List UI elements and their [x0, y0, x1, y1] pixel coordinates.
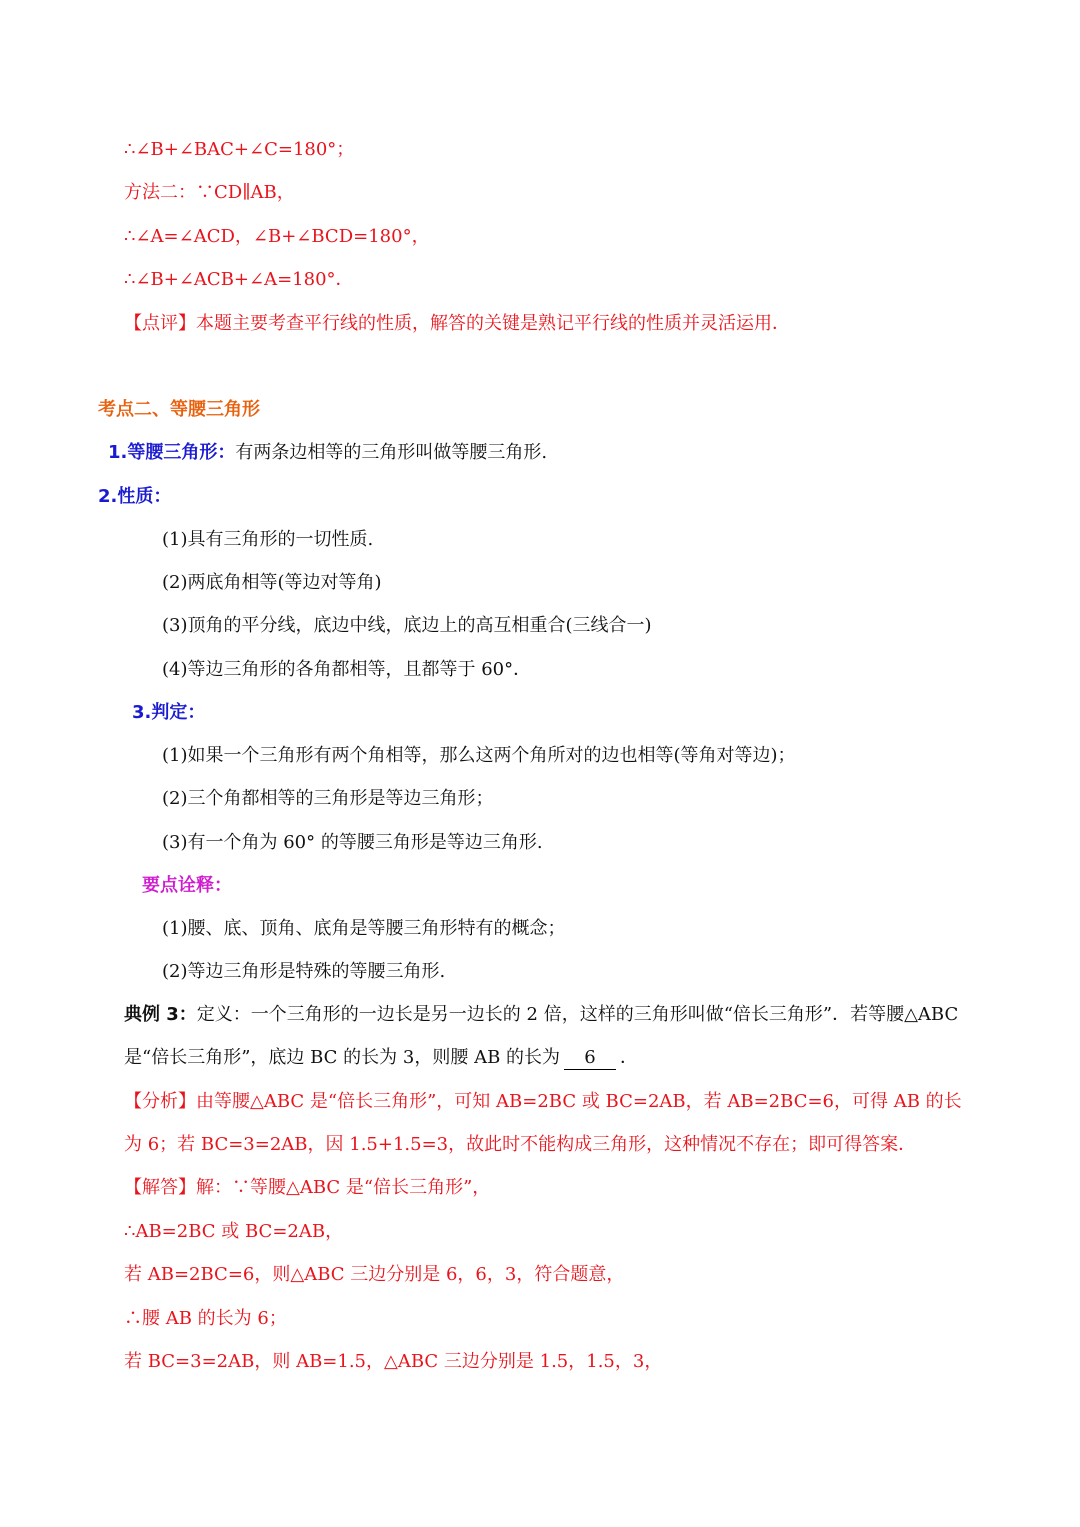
proof-line-1: ∴∠B+∠BAC+∠C=180°； — [124, 139, 355, 160]
judgement-item: (2)三个角都相等的三角形是等边三角形； — [162, 788, 494, 809]
comment-paragraph — [124, 311, 790, 337]
section-title: 考点二、等腰三角形 — [98, 399, 260, 420]
solution-line5: 若 BC=3=2AB，则 AB=1.5，△ABC 三边分别是 1.5，1.5，3， — [124, 1351, 663, 1372]
solution-tag: 【解答】 — [124, 1177, 196, 1198]
analysis-tag: 【分析】 — [124, 1091, 196, 1112]
solution-line3: 若 AB=2BC=6，则△ABC 三边分别是 6，6，3，符合题意， — [124, 1264, 625, 1285]
solution-line4: ∴腰 AB 的长为 6； — [124, 1308, 287, 1329]
example3-question-end: ． — [620, 1047, 639, 1068]
property-item: (2)两底角相等(等边对等角) — [162, 572, 382, 593]
definition-label: 1.等腰三角形： — [108, 442, 236, 463]
notes-label: 要点诠释： — [142, 875, 232, 896]
example3-label: 典例 3： — [124, 1004, 197, 1025]
example3-question-line1 — [124, 1002, 958, 1028]
judgement-item: (1)如果一个三角形有两个角相等，那么这两个角所对的边也相等(等角对等边)； — [162, 745, 796, 766]
judgement-item: (3)有一个角为 60° 的等腰三角形是等边三角形. — [162, 832, 543, 853]
solution-line1 — [124, 1175, 490, 1201]
judgement-label: 3.判定： — [132, 702, 206, 723]
analysis-text-1: 由等腰△ABC 是“倍长三角形”，可知 AB=2BC 或 BC=2AB，若 AB=2BC=6，可得 AB 的长 — [196, 1091, 962, 1112]
solution-text-1: 解：∵等腰△ABC 是“倍长三角形”， — [196, 1177, 491, 1198]
proof-line-3: ∴∠A=∠ACD，∠B+∠BCD=180°， — [124, 226, 430, 247]
comment-text: 本题主要考查平行线的性质，解答的关键是熟记平行线的性质并灵活运用． — [196, 313, 790, 334]
note-item: (2)等边三角形是特殊的等腰三角形. — [162, 961, 446, 982]
example3-question-text: 定义：一个三角形的一边长是另一边长的 2 倍，这样的三角形叫做“倍长三角形”．若等腰△ABC — [196, 1004, 959, 1025]
analysis-line2: 为 6；若 BC=3=2AB，因 1.5+1.5=3，故此时不能构成三角形，这种情况不存在；即可得答案． — [124, 1134, 917, 1155]
answer-blank: 6 — [564, 1047, 616, 1070]
example3-question-line2 — [124, 1045, 638, 1071]
property-item: (1)具有三角形的一切性质. — [162, 529, 374, 550]
property-item: (4)等边三角形的各角都相等，且都等于 60°． — [162, 659, 532, 680]
comment-tag: 【点评】 — [124, 313, 196, 334]
note-item: (1)腰、底、顶角、底角是等腰三角形特有的概念； — [162, 918, 566, 939]
property-item: (3)顶角的平分线，底边中线，底边上的高互相重合(三线合一) — [162, 615, 652, 636]
definition-text: 有两条边相等的三角形叫做等腰三角形. — [235, 442, 548, 463]
proof-line-4: ∴∠B+∠ACB+∠A=180°． — [124, 269, 354, 290]
example3-question-text-2: 是“倍长三角形”，底边 BC 的长为 3，则腰 AB 的长为 — [124, 1047, 561, 1068]
analysis-line1 — [124, 1089, 962, 1115]
properties-label: 2.性质： — [98, 486, 172, 507]
solution-line2: ∴AB=2BC 或 BC=2AB， — [124, 1221, 344, 1242]
proof-method-two: 方法二：∵CD∥AB， — [124, 182, 295, 203]
definition-paragraph — [108, 440, 547, 466]
